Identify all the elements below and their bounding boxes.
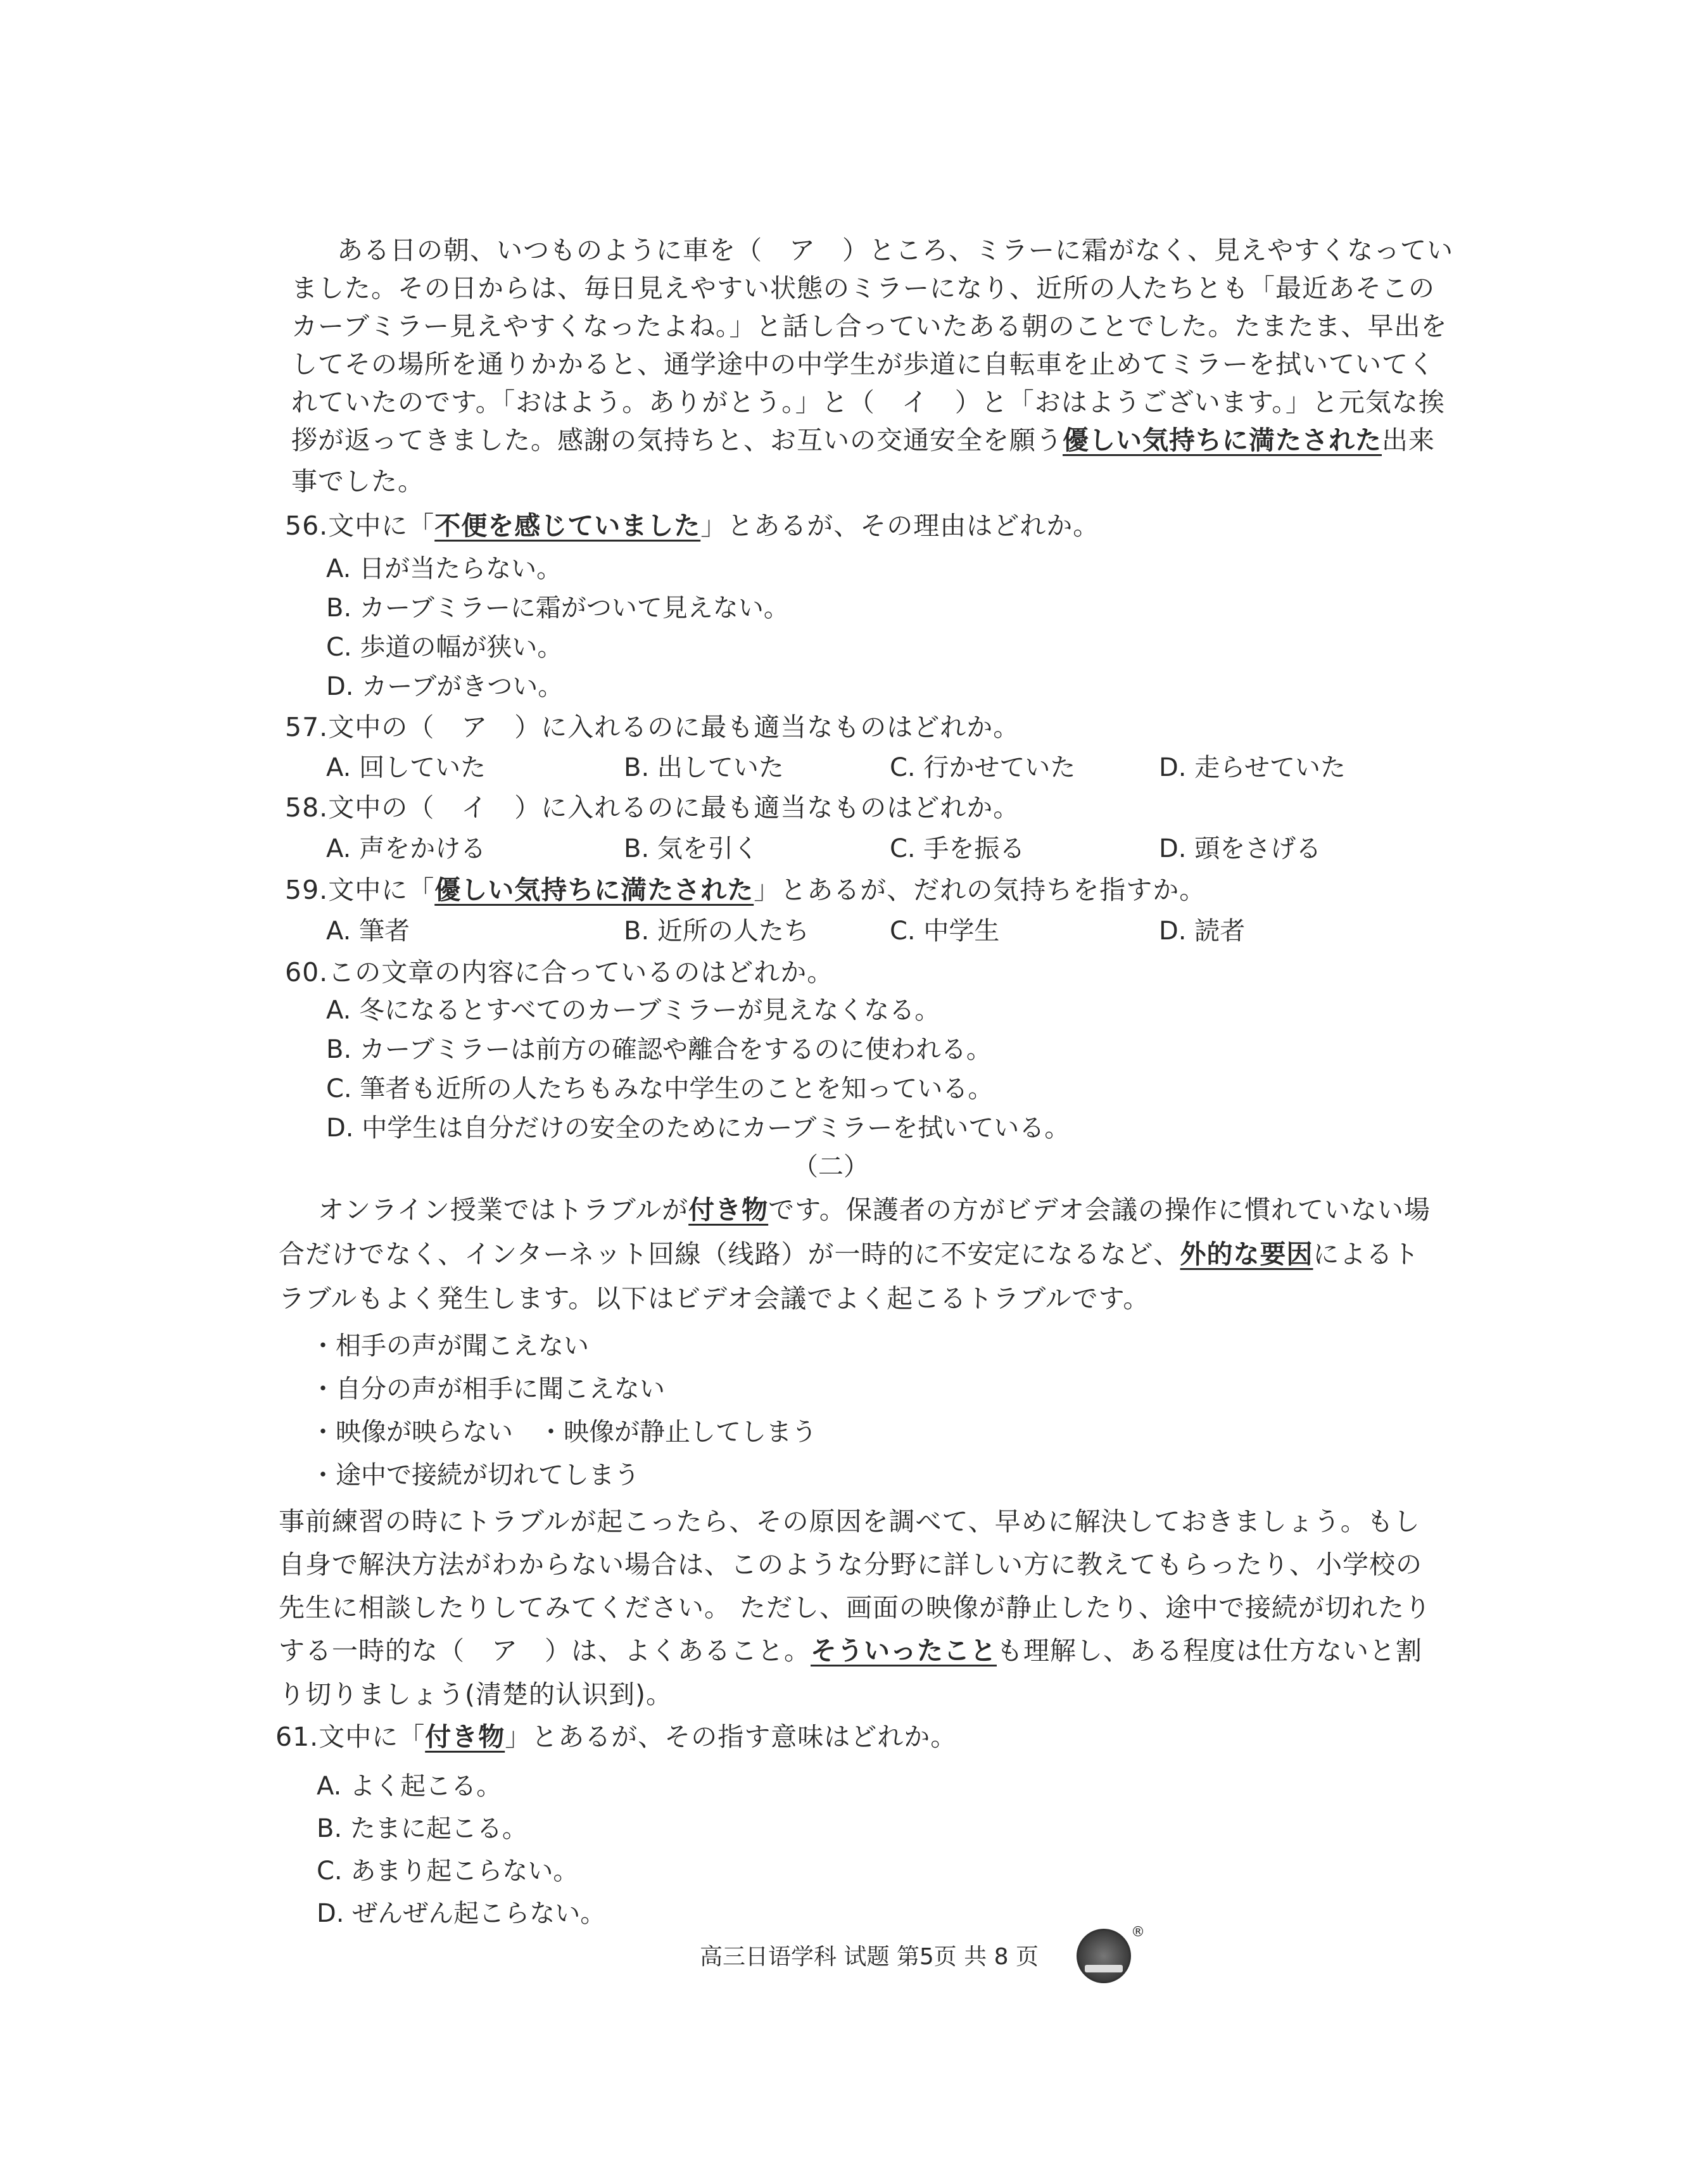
passage2-line: 事前練習の時にトラブルが起こったら、その原因を調べて、早めに解決しておきましょう。もし xyxy=(279,1506,1420,1537)
registered-mark: ® xyxy=(1131,1924,1145,1940)
page-footer: 高三日语学科 试题 第5页 共 8 页 xyxy=(700,1944,1039,1970)
bullet-item: ・自分の声が相手に聞こえない xyxy=(310,1375,665,1404)
passage-line: れていたのです。「おはよう。ありがとう。」と（ イ ）と「おはようございます。」と元気な挨 xyxy=(291,387,1445,417)
publisher-logo-icon xyxy=(1077,1929,1131,1983)
option-57-b[interactable]: B. 出していた xyxy=(624,753,784,782)
option-57-d[interactable]: D. 走らせていた xyxy=(1159,753,1346,782)
option-60-d[interactable]: D. 中学生は自分だけの安全のためにカーブミラーを拭いている。 xyxy=(326,1114,1070,1143)
passage2-line: 自身で解決方法がわからない場合は、このような分野に詳しい方に教えてもらったり、小学校の xyxy=(279,1549,1422,1580)
option-59-b[interactable]: B. 近所の人たち xyxy=(624,917,809,946)
passage2-line: 先生に相談したりしてみてください。 ただし、画面の映像が静止したり、途中で接続が切れたり xyxy=(279,1592,1432,1623)
question-57: 57.文中の（ ア ）に入れるのに最も適当なものはどれか。 xyxy=(285,712,1020,742)
option-57-c[interactable]: C. 行かせていた xyxy=(890,753,1076,782)
option-56-c[interactable]: C. 歩道の幅が狭い。 xyxy=(326,633,563,662)
bullet-item: ・相手の声が聞こえない xyxy=(310,1331,589,1361)
passage2-line: オンライン授業ではトラブルが付き物です。保護者の方がビデオ会議の操作に慣れていない場 xyxy=(291,1195,1431,1225)
bullet-item: ・映像が映らない ・映像が静止してしまう xyxy=(310,1418,817,1447)
option-56-b[interactable]: B. カーブミラーに霜がついて見えない。 xyxy=(326,594,789,623)
question-56: 56.文中に「不便を感じていました」とあるが、その理由はどれか。 xyxy=(285,511,1100,541)
option-61-d[interactable]: D. ぜんぜん起こらない。 xyxy=(317,1899,606,1928)
question-58: 58.文中の（ イ ）に入れるのに最も適当なものはどれか。 xyxy=(285,792,1020,823)
passage2-line: ラブルもよく発生します。以下はビデオ会議でよく起こるトラブルです。 xyxy=(279,1283,1150,1314)
question-61: 61.文中に「付き物」とあるが、その指す意味はどれか。 xyxy=(275,1722,957,1752)
option-59-d[interactable]: D. 読者 xyxy=(1159,917,1246,946)
passage-line: 拶が返ってきました。感謝の気持ちと、お互いの交通安全を願う優しい気持ちに満たされた出来 xyxy=(291,425,1435,455)
question-59: 59.文中に「優しい気持ちに満たされた」とあるが、だれの気持ちを指すか。 xyxy=(285,875,1206,905)
section-heading: （二） xyxy=(793,1152,869,1181)
passage-line: 事でした。 xyxy=(291,466,424,497)
option-56-d[interactable]: D. カーブがきつい。 xyxy=(326,672,564,701)
option-56-a[interactable]: A. 日が当たらない。 xyxy=(326,554,562,583)
option-61-b[interactable]: B. たまに起こる。 xyxy=(317,1814,528,1843)
option-61-c[interactable]: C. あまり起こらない。 xyxy=(317,1857,579,1886)
option-59-c[interactable]: C. 中学生 xyxy=(890,917,1000,946)
option-58-a[interactable]: A. 声をかける xyxy=(326,834,486,863)
passage2-line: 合だけでなく、インターネット回線（线路）が一時的に不安定になるなど、外的な要因によるト xyxy=(279,1239,1420,1269)
question-60: 60.この文章の内容に合っているのはどれか。 xyxy=(285,957,834,987)
option-59-a[interactable]: A. 筆者 xyxy=(326,917,410,946)
option-60-a[interactable]: A. 冬になるとすべてのカーブミラーが見えなくなる。 xyxy=(326,996,940,1025)
option-58-c[interactable]: C. 手を振る xyxy=(890,834,1025,863)
option-58-d[interactable]: D. 頭をさげる xyxy=(1159,834,1322,863)
bullet-item: ・途中で接続が切れてしまう xyxy=(310,1461,640,1490)
underlined-phrase: 優しい気持ちに満たされた xyxy=(1063,425,1382,455)
option-57-a[interactable]: A. 回していた xyxy=(326,753,486,782)
passage-line: カーブミラー見えやすくなったよね。」と話し合っていたある朝のことでした。たまたま、早出を xyxy=(291,311,1448,341)
passage2-line: する一時的な（ ア ）は、よくあること。そういったことも理解し、ある程度は仕方ないと割 xyxy=(279,1635,1422,1666)
passage-line: ある日の朝、いつものように車を（ ア ）ところ、ミラーに霜がなく、見えやすくなってい xyxy=(310,235,1454,265)
passage-line: してその場所を通りかかると、通学途中の中学生が歩道に自転車を止めてミラーを拭いていてく xyxy=(291,349,1435,379)
passage2-line: り切りましょう(清楚的认识到)。 xyxy=(279,1679,673,1710)
option-60-b[interactable]: B. カーブミラーは前方の確認や離合をするのに使われる。 xyxy=(326,1035,992,1064)
option-60-c[interactable]: C. 筆者も近所の人たちもみな中学生のことを知っている。 xyxy=(326,1074,994,1103)
option-58-b[interactable]: B. 気を引く xyxy=(624,834,759,863)
option-61-a[interactable]: A. よく起こる。 xyxy=(317,1772,502,1801)
passage-line: ました。その日からは、毎日見えやすい状態のミラーになり、近所の人たちとも「最近あそこの xyxy=(291,273,1435,303)
